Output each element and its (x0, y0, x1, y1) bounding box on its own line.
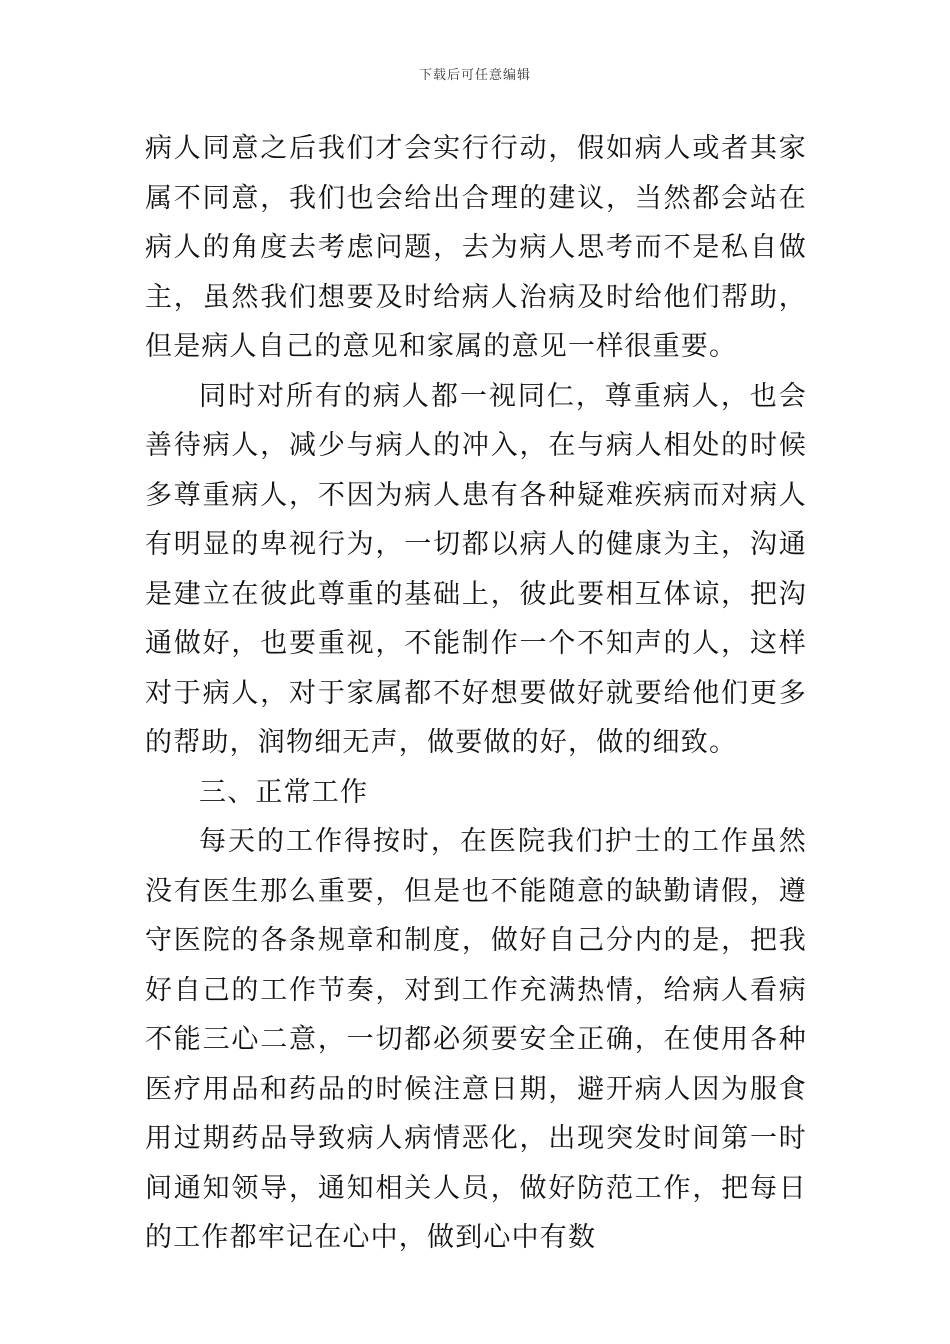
paragraph-2: 同时对所有的病人都一视同仁，尊重病人，也会善待病人，减少与病人的冲入，在与病人相处的时候多尊重病人，不因为病人患有各种疑难疾病而对病人有明显的卑视行为，一切都以病人的健康为主，沟通是建立在彼此尊重的基础上，彼此要相互体谅，把沟通做好，也要重视，不能制作一个不知声的人，这样对于病人，对于家属都不好想要做好就要给他们更多的帮助，润物细无声，做要做的好，做的细致。 (145, 380, 807, 758)
document-body (145, 124, 807, 1263)
section-heading-3: 三、正常工作 (199, 776, 369, 808)
paragraph-3: 每天的工作得按时，在医院我们护士的工作虽然没有医生那么重要，但是也不能随意的缺勤请假，遵守医院的各条规章和制度，做好自己分内的是，把我好自己的工作节奏，对到工作充满热情，给病人看病不能三心二意，一切都必须要安全正确，在使用各种医疗用品和药品的时候注意日期，避开病人因为服食用过期药品导致病人病情恶化，出现突发时间第一时间通知领导，通知相关人员，做好防范工作，把每日的工作都牢记在心中，做到心中有数 (145, 826, 807, 1253)
paragraph-1: 病人同意之后我们才会实行行动，假如病人或者其家属不同意，我们也会给出合理的建议，当然都会站在病人的角度去考虑问题，去为病人思考而不是私自做主，虽然我们想要及时给病人治病及时给他们帮助，但是病人自己的意见和家属的意见一样很重要。 (145, 133, 807, 362)
page-header: 下载后可任意编辑 (418, 68, 531, 83)
